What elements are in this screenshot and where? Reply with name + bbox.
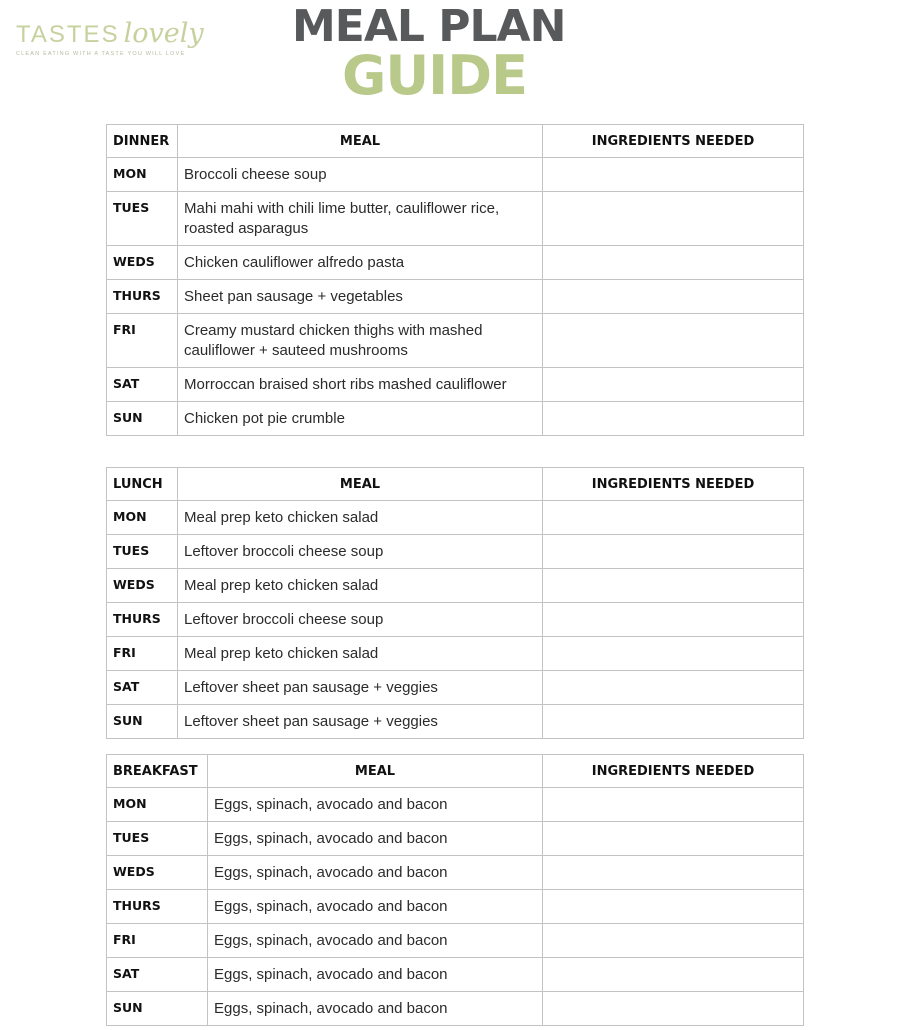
meal-cell[interactable]: Meal prep keto chicken salad	[178, 637, 543, 671]
meal-cell[interactable]: Eggs, spinach, avocado and bacon	[208, 924, 543, 958]
ingredients-cell[interactable]	[543, 822, 804, 856]
logo-wordmark	[16, 18, 216, 49]
day-cell: SAT	[107, 958, 208, 992]
header-meal: MEAL	[178, 125, 543, 158]
day-cell: FRI	[107, 637, 178, 671]
header-meal-type: DINNER	[107, 125, 178, 158]
logo-text-tastes: TASTES	[16, 21, 120, 48]
table-header-row	[107, 125, 804, 158]
table-row	[107, 637, 804, 671]
table-row	[107, 856, 804, 890]
header-ingredients: INGREDIENTS NEEDED	[543, 755, 804, 788]
table-header-row	[107, 468, 804, 501]
day-cell: TUES	[107, 822, 208, 856]
header-meal-type: BREAKFAST	[107, 755, 208, 788]
ingredients-cell[interactable]	[543, 671, 804, 705]
day-cell: THURS	[107, 603, 178, 637]
ingredients-cell[interactable]	[543, 788, 804, 822]
table-row	[107, 890, 804, 924]
day-cell: MON	[107, 501, 178, 535]
meal-cell[interactable]: Eggs, spinach, avocado and bacon	[208, 958, 543, 992]
meal-cell[interactable]: Leftover broccoli cheese soup	[178, 535, 543, 569]
meal-cell[interactable]: Leftover sheet pan sausage + veggies	[178, 671, 543, 705]
ingredients-cell[interactable]	[543, 501, 804, 535]
ingredients-cell[interactable]	[543, 890, 804, 924]
day-cell: WEDS	[107, 246, 178, 280]
ingredients-cell[interactable]	[543, 705, 804, 739]
ingredients-cell[interactable]	[543, 314, 804, 368]
day-cell: TUES	[107, 535, 178, 569]
table-row	[107, 569, 804, 603]
ingredients-cell[interactable]	[543, 280, 804, 314]
ingredients-cell[interactable]	[543, 368, 804, 402]
meal-cell[interactable]: Mahi mahi with chili lime butter, cauliflower rice, roasted asparagus	[178, 192, 543, 246]
table-row	[107, 158, 804, 192]
meal-cell[interactable]: Leftover broccoli cheese soup	[178, 603, 543, 637]
table-row	[107, 924, 804, 958]
title-line-meal-plan: MEAL PLAN	[292, 1, 566, 52]
ingredients-cell[interactable]	[543, 958, 804, 992]
table-row	[107, 192, 804, 246]
day-cell: SAT	[107, 671, 178, 705]
day-cell: SUN	[107, 705, 178, 739]
meal-cell[interactable]: Eggs, spinach, avocado and bacon	[208, 856, 543, 890]
ingredients-cell[interactable]	[543, 192, 804, 246]
ingredients-cell[interactable]	[543, 535, 804, 569]
title-line-guide: GUIDE	[342, 44, 527, 107]
day-cell: SAT	[107, 368, 178, 402]
table-row	[107, 368, 804, 402]
table-row	[107, 280, 804, 314]
logo-text-lovely: lovely	[123, 18, 204, 49]
ingredients-cell[interactable]	[543, 637, 804, 671]
day-cell: FRI	[107, 924, 208, 958]
table-row	[107, 992, 804, 1026]
table-row	[107, 788, 804, 822]
day-cell: MON	[107, 158, 178, 192]
logo-tagline: CLEAN EATING WITH A TASTE YOU WILL LOVE	[16, 51, 186, 57]
header-ingredients: INGREDIENTS NEEDED	[543, 468, 804, 501]
table-row	[107, 501, 804, 535]
ingredients-cell[interactable]	[543, 569, 804, 603]
meal-cell[interactable]: Eggs, spinach, avocado and bacon	[208, 822, 543, 856]
day-cell: THURS	[107, 280, 178, 314]
table-row	[107, 246, 804, 280]
ingredients-cell[interactable]	[543, 246, 804, 280]
meal-cell[interactable]: Leftover sheet pan sausage + veggies	[178, 705, 543, 739]
meal-cell[interactable]: Eggs, spinach, avocado and bacon	[208, 788, 543, 822]
day-cell: MON	[107, 788, 208, 822]
meal-cell[interactable]: Meal prep keto chicken salad	[178, 501, 543, 535]
ingredients-cell[interactable]	[543, 992, 804, 1026]
meal-cell[interactable]: Broccoli cheese soup	[178, 158, 543, 192]
table-row	[107, 314, 804, 368]
meal-cell[interactable]: Eggs, spinach, avocado and bacon	[208, 890, 543, 924]
header-ingredients: INGREDIENTS NEEDED	[543, 125, 804, 158]
table-row	[107, 822, 804, 856]
ingredients-cell[interactable]	[543, 603, 804, 637]
header-meal: MEAL	[208, 755, 543, 788]
day-cell: WEDS	[107, 856, 208, 890]
table-row	[107, 402, 804, 436]
meal-cell[interactable]: Chicken cauliflower alfredo pasta	[178, 246, 543, 280]
ingredients-cell[interactable]	[543, 402, 804, 436]
header-meal-type: LUNCH	[107, 468, 178, 501]
day-cell: WEDS	[107, 569, 178, 603]
table-header-row	[107, 755, 804, 788]
meal-cell[interactable]: Sheet pan sausage + vegetables	[178, 280, 543, 314]
meal-cell[interactable]: Morroccan braised short ribs mashed cauliflower	[178, 368, 543, 402]
meal-cell[interactable]: Chicken pot pie crumble	[178, 402, 543, 436]
table-row	[107, 958, 804, 992]
meal-cell[interactable]: Creamy mustard chicken thighs with mashed cauliflower + sauteed mushrooms	[178, 314, 543, 368]
table-row	[107, 603, 804, 637]
ingredients-cell[interactable]	[543, 856, 804, 890]
day-cell: SUN	[107, 402, 178, 436]
day-cell: FRI	[107, 314, 178, 368]
lunch-table	[106, 467, 804, 739]
day-cell: THURS	[107, 890, 208, 924]
breakfast-table	[106, 754, 804, 1026]
table-row	[107, 671, 804, 705]
ingredients-cell[interactable]	[543, 158, 804, 192]
meal-cell[interactable]: Meal prep keto chicken salad	[178, 569, 543, 603]
meal-cell[interactable]: Eggs, spinach, avocado and bacon	[208, 992, 543, 1026]
ingredients-cell[interactable]	[543, 924, 804, 958]
dinner-table	[106, 124, 804, 436]
day-cell: SUN	[107, 992, 208, 1026]
table-row	[107, 705, 804, 739]
brand-logo	[16, 18, 216, 57]
table-row	[107, 535, 804, 569]
day-cell: TUES	[107, 192, 178, 246]
header-meal: MEAL	[178, 468, 543, 501]
page-title	[292, 1, 632, 107]
